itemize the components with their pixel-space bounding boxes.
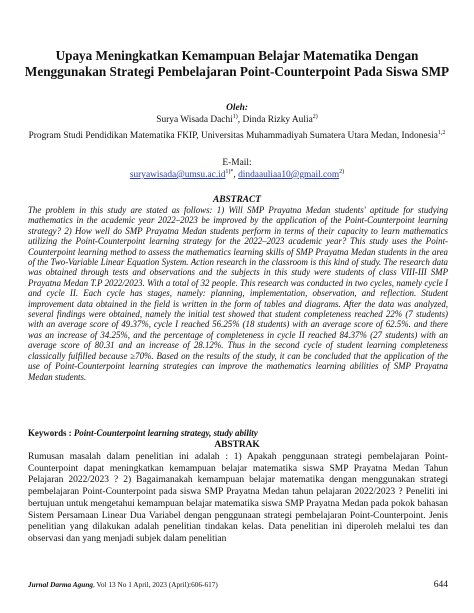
email-line: [20, 170, 454, 182]
email-separator: ,: [233, 170, 239, 180]
page-number: 644: [433, 580, 448, 590]
keywords-value: Point-Counterpoint learning strategy, study ability: [73, 428, 258, 438]
author-line: [20, 115, 454, 127]
author-1-sup: 1): [232, 113, 238, 120]
author-2-sup: 2): [312, 113, 318, 120]
footer-journal: Jurnal Darma Agung: [28, 580, 94, 589]
abstract-text: The problem in this study are stated as follows: 1) Will SMP Prayatna Medan students' aptitude for studying mathematics in the academic year 2022–2023 be improved by the application of the Point-Counterpoint learning strategy? 2) How well do SMP Prayatna Medan students perform in terms of their capacity to learn mathematics utilizing the Point-Counterpoint learning strategy for the 2022–2023 academic year? This study uses the Point-Counterpoint learning method to assess the mathematics learning skills of SMP Prayatna Medan students in the area of the Two-Variable Linear Equation System. Action research in the classroom is this kind of study. The research data was obtained through tests and observations and the subjects in this study were students of class VIII-III SMP Prayatna Medan T.P 2022/2023. With a total of 32 people. This research was conducted in two cycles, namely cycle I and cycle II. Each cycle has stages, namely: planning, implementation, observation, and reflection. Student improvement data obtained in the field is written in the form of tables and diagrams. After the data was analyzed, several findings were obtained, namely the initial test showed that student completeness reached 22% (7 students) with an average score of 49.37%, cycle I reached 56.25% (18 students) with an average score of 62.5%. and there was an increase of 34.25%, and the percentage of completeness in cycle II reached 84.37% (27 students) with an average score of 80.31 and an increase of 28.12%. Thus in the second cycle of student learning completeness classically fulfilled because ≥70%. Based on the results of the study, it can be concluded that the application of the use of Point-Counterpoint learning strategies can improve the mathematics learning abilities of SMP Prayatna Medan students.: [28, 205, 448, 382]
affiliation: [20, 131, 454, 143]
keywords-line: [28, 428, 448, 438]
footer-citation: [28, 580, 218, 589]
email-link-2[interactable]: dindaauliaa10@gmail.com: [238, 170, 340, 180]
abstrak-text: Rumusan masalah dalam penelitian ini adalah : 1) Apakah penggunaan strategi pembelajaran Point-Counterpoint dapat meningkatkan kemampuan belajar matematika siswa SMP Prayatna Medan Tahun Pelajaran 2022/2023 ? 2) Bagaimanakah kemampuan belajar matematika dengan menggunakan strategi pembelajaran Point-Counterpoint pada siswa SMP Prayatna Medan tahun pelajaran 2022/2023 ? Peneliti ini bertujuan untuk mengetahui kemampuan belajar matematika siswa SMP Prayatna Medan pada pokok bahasan Sistem Persamaan Linear Dua Variabel dengan penggunaan strategi pembelajaran Point-Counterpoint. Jenis penelitian yang dilakukan adalah penelitian tindakan kelas. Data penelitian ini diperoleh melalui tes dan observasi dan yang menjadi subjek dalam penelitian: [28, 452, 448, 544]
paper-title: Upaya Meningkatkan Kemampuan Belajar Matematika Dengan Menggunakan Strategi Pembelajaran Point-Counterpoint Pada Siswa SMP: [24, 48, 450, 79]
affiliation-text: Program Studi Pendidikan Matematika FKIP, Universitas Muhammadiyah Sumatera Utara Medan, Indonesia: [28, 131, 438, 141]
email-link-1[interactable]: suryawisada@umsu.ac.id: [129, 170, 226, 180]
oleh-label: Oleh:: [226, 103, 248, 113]
abstrak-heading: ABSTRAK: [214, 440, 260, 450]
author-separator: , Dinda Rizky Aulia: [237, 115, 313, 125]
author-1: Surya Wisada Dachi: [156, 115, 233, 125]
email-label: E-Mail:: [222, 158, 252, 168]
email-1-sup: 1)*: [225, 168, 234, 175]
footer-issue: , Vol 13 No 1 April, 2023 (April):606-617): [93, 580, 218, 589]
keywords-label: Keywords :: [28, 428, 74, 438]
email-2-sup: 2): [339, 168, 345, 175]
abstract-heading: ABSTRACT: [213, 195, 261, 205]
affiliation-sup: 1,2: [437, 129, 446, 136]
